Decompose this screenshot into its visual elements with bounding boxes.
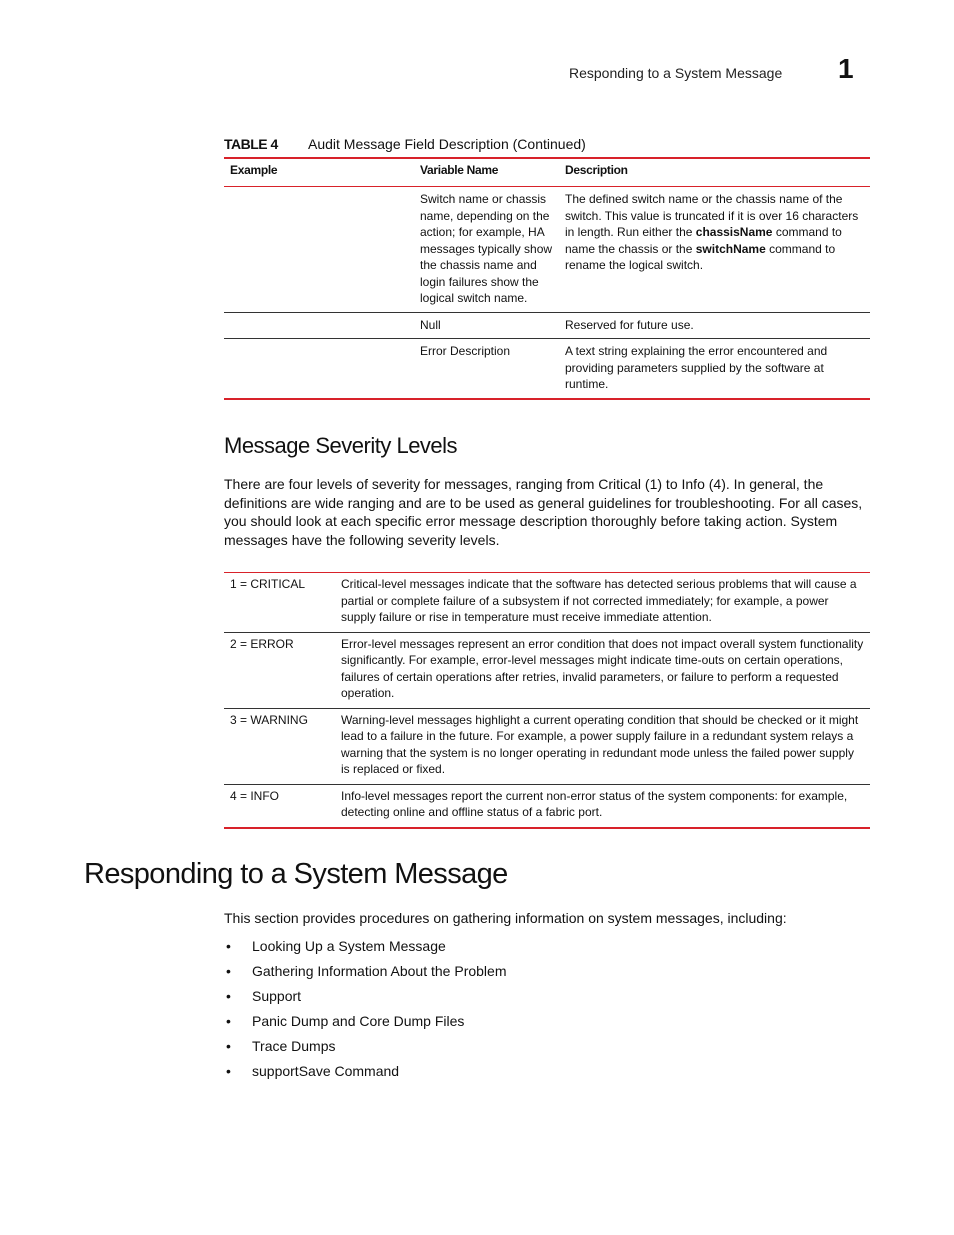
list-item-label: Trace Dumps (252, 1038, 336, 1054)
list-item-label: Gathering Information About the Problem (252, 963, 507, 979)
table-label: TABLE 4 (224, 136, 278, 152)
severity-description: Warning-level messages highlight a current operating condition that should be checked or it might lead to a failure in the future. For example, a power supply failure in a redundant system relays a warning that the system is no longer operating in redundant mode unless the failed power supply is replaced or fixed. (335, 708, 870, 784)
severity-description: Error-level messages represent an error condition that does not impact overall system functionality significantly. For example, error-level messages might indicate time-outs on certain operations, failures of certain operations after retries, invalid parameters, or failure to perform a requested operation. (335, 632, 870, 708)
severity-level: 2 = ERROR (224, 632, 335, 708)
table-caption-text: Audit Message Field Description (Continued) (308, 136, 586, 152)
list-item (224, 985, 506, 1010)
bullet-icon: • (226, 963, 231, 979)
severity-description: Critical-level messages indicate that the software has detected serious problems that will cause a partial or complete failure of a subsystem if not corrected immediately; for example, a power supply failure or rise in temperature must receive immediate attention. (335, 573, 870, 633)
running-header-title: Responding to a System Message (569, 65, 783, 81)
table-row (224, 339, 870, 399)
column-header-variable-name: Variable Name (414, 158, 559, 187)
list-item-label: supportSave Command (252, 1063, 400, 1079)
cell-variable-name: Error Description (414, 339, 559, 399)
responding-intro-paragraph: This section provides procedures on gathering information on system messages, including: (224, 910, 787, 926)
section-heading-severity: Message Severity Levels (224, 433, 458, 458)
severity-level: 4 = INFO (224, 784, 335, 828)
severity-row (224, 573, 870, 633)
list-item (224, 1035, 506, 1060)
cell-variable-name: Null (414, 312, 559, 339)
bullet-icon: • (226, 1063, 231, 1079)
severity-row (224, 784, 870, 828)
desc-text: command to name the chassis or the (565, 225, 842, 256)
desc-text: command to rename the logical switch. (565, 241, 836, 272)
list-item (224, 1010, 506, 1035)
cell-description (559, 187, 870, 313)
list-item (224, 1060, 506, 1085)
list-item (224, 960, 506, 985)
table-header-row (224, 158, 870, 187)
audit-message-table (224, 157, 870, 400)
severity-intro-paragraph: There are four levels of severity for messages, ranging from Critical (1) to Info (4). In general, the definitions are wide ranging and are to be used as general guidelines for troubleshooting. For all cases, you should look at each specific error message description thoroughly before taking action. System messages have the following severity levels. (224, 476, 863, 549)
table-row (224, 312, 870, 339)
desc-text: The defined switch name or the chassis name of the switch. This value is truncated if it is over 16 characters in length. Run either the (565, 192, 859, 239)
list-item-label: Panic Dump and Core Dump Files (252, 1013, 465, 1029)
cell-variable-name: Switch name or chassis name, depending on the action; for example, HA messages typically show the chassis name and login failures show the logical switch name. (414, 187, 559, 313)
severity-level: 3 = WARNING (224, 708, 335, 784)
cell-example (224, 339, 414, 399)
severity-levels-table (224, 572, 870, 829)
cell-example (224, 312, 414, 339)
severity-level: 1 = CRITICAL (224, 573, 335, 633)
cell-example (224, 187, 414, 313)
bullet-icon: • (226, 1038, 231, 1054)
procedure-list (224, 935, 506, 1085)
column-header-example: Example (224, 158, 414, 187)
severity-row (224, 632, 870, 708)
list-item-label: Looking Up a System Message (252, 938, 446, 954)
command-chassisname: chassisName (695, 225, 773, 239)
list-item (224, 935, 506, 960)
column-header-description: Description (559, 158, 870, 187)
table-row (224, 187, 870, 313)
command-switchname: switchName (695, 241, 766, 256)
bullet-icon: • (226, 988, 231, 1004)
bullet-icon: • (226, 938, 231, 954)
cell-description: Reserved for future use. (559, 312, 870, 339)
bullet-icon: • (226, 1013, 231, 1029)
chapter-number: 1 (838, 53, 854, 84)
cell-description: A text string explaining the error encountered and providing parameters supplied by the software at runtime. (559, 339, 870, 399)
severity-description: Info-level messages report the current non-error status of the system components: for example, detecting online and offline status of a fabric port. (335, 784, 870, 828)
severity-row (224, 708, 870, 784)
section-heading-responding: Responding to a System Message (84, 858, 508, 890)
list-item-label: Support (252, 988, 302, 1004)
table-caption (224, 136, 586, 152)
